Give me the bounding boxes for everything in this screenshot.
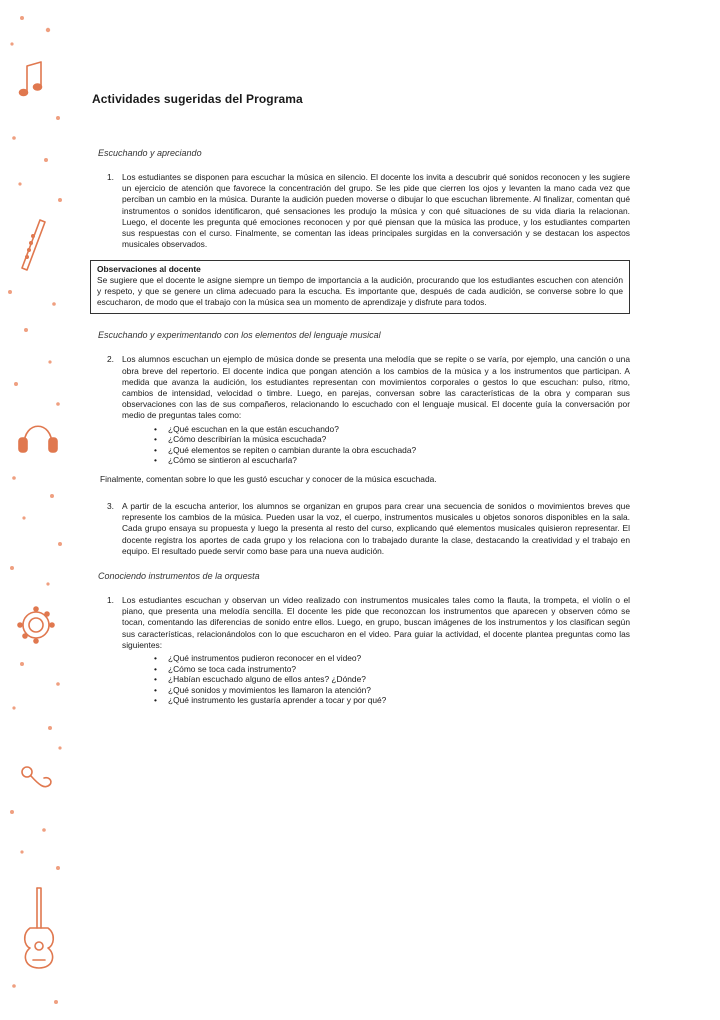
question-item: • ¿Qué elementos se repiten o cambian durante la obra escuchada? xyxy=(154,445,630,456)
activity-item xyxy=(90,595,630,706)
activity-text: Los estudiantes se disponen para escuchar la música en silencio. El docente los invita a descubrir qué sonidos reconocen y les sugiere un ejercicio de atención que favorece la concentración del grupo. Se les pide que cierren los ojos y levanten la mano cada vez que perciban un cambio en la música. Durante la audición pueden moverse o dibujar lo que escuchan libremente. Al finalizar, comentan qué instrumentos o sonidos identificaron, qué sensaciones les produjo la música y con qué situaciones de su vida diaria la relacionan. Luego, el docente les pregunta qué emociones reconocen y por qué piensan que la música las produce, y los estudiantes comparten sus respuestas con el curso. Finalmente, se comentan las ideas principales surgidas en la conversación y se destacan los aspectos musicales observados. xyxy=(122,172,630,250)
margin-decoration xyxy=(0,0,80,1020)
page-title: Actividades sugeridas del Programa xyxy=(92,92,303,106)
activity-closing: Finalmente, comentan sobre lo que les gustó escuchar y conocer de la música escuchada. xyxy=(100,474,437,485)
question-item: • ¿Qué sonidos y movimientos les llamaron la atención? xyxy=(154,685,630,696)
question-item: • ¿Qué instrumento les gustaría aprender a tocar y por qué? xyxy=(154,695,630,706)
activity-text: Los alumnos escuchan un ejemplo de música donde se presenta una melodía que se repite o se varía, por ejemplo, una canción o una obra breve del repertorio. El docente indica que pongan atención a los cambios de la música y a los instrumentos que participan. A medida que avanza la audición, los estudiantes representan con movimientos corporales o gestos lo que escuchan: pulso, ritmo, cambios de intensidad, velocidad o timbre. Luego, en parejas, conversan sobre las características de la obra y comparan sus observaciones con las de sus compañeros, relacionando lo escuchado con el lenguaje musical. El docente guía la conversación por medio de preguntas tales como: xyxy=(122,354,630,421)
activity-number: 1. xyxy=(107,595,114,606)
flute-icon xyxy=(22,220,45,270)
activity-number: 3. xyxy=(107,501,114,512)
activity-text: A partir de la escucha anterior, los alumnos se organizan en grupos para crear una secuencia de sonidos o movimientos breves que represente los cambios de la música. Pueden usar la voz, el cuerpo, instrumentos musicales u objetos sonoros disponibles en la sala. Cada grupo ensaya su propuesta y luego la presenta al resto del curso, explicando qué elementos musicales quisieron representar. El docente registra los aportes de cada grupo y los relaciona con lo trabajado durante la clase, destacando la creatividad y el trabajo en equipo. El resultado puede servir como base para una nueva audición. xyxy=(122,501,630,556)
tambourine-icon xyxy=(18,607,54,643)
question-item: • ¿Cómo se sintieron al escucharla? xyxy=(154,455,630,466)
teacher-note-title: Observaciones al docente xyxy=(97,264,201,275)
question-item: • ¿Cómo se toca cada instrumento? xyxy=(154,664,630,675)
microphone-icon xyxy=(22,767,51,787)
question-item: • ¿Cómo describirían la música escuchada? xyxy=(154,434,630,445)
question-list xyxy=(122,653,630,706)
activity-text: Los estudiantes escuchan y observan un video realizado con instrumentos musicales tales como la flauta, la trompeta, el violín o el piano, que presenta una melodía sencilla. El docente les pide que reconozcan los instrumentos que aparecen y observen cómo se tocan, comentando las diferencias de sonido entre ellos. Luego, en grupo, buscan imágenes de los instrumentos y los clasifican según sus características, relacionándolos con lo que escucharon en el video. Para guiar la actividad, el docente plantea preguntas como las siguientes: xyxy=(122,595,630,650)
question-item: • ¿Qué instrumentos pudieron reconocer en el video? xyxy=(154,653,630,664)
activity-number: 2. xyxy=(107,354,114,365)
section-title: Escuchando y apreciando xyxy=(98,148,202,158)
music-note-icon xyxy=(20,62,42,96)
section-title: Escuchando y experimentando con los elementos del lenguaje musical xyxy=(98,330,381,341)
question-list xyxy=(122,424,630,466)
activity-number: 1. xyxy=(107,172,114,182)
section-title: Conociendo instrumentos de la orquesta xyxy=(98,571,260,582)
question-item: • ¿Qué escuchan en la que están escuchando? xyxy=(154,424,630,435)
activity-item xyxy=(90,501,630,557)
activity-item xyxy=(90,354,630,466)
teacher-note-box xyxy=(90,260,630,314)
teacher-note-text: Se sugiere que el docente le asigne siempre un tiempo de importancia a la audición, procurando que los estudiantes escuchen con atención y respeto, y que se genere un clima adecuado para la escucha. Es importante que, después de cada audición, se converse sobre lo que escucharon, de modo que el trabajo con la música sea un momento de aprendizaje y disfrute para todos. xyxy=(97,275,623,308)
headphones-icon xyxy=(19,426,57,452)
activity-item xyxy=(90,172,630,250)
document-page xyxy=(90,92,630,716)
guitar-icon xyxy=(25,888,54,968)
decorative-dots xyxy=(8,16,62,1004)
question-item: • ¿Habían escuchado alguno de ellos antes? ¿Dónde? xyxy=(154,674,630,685)
